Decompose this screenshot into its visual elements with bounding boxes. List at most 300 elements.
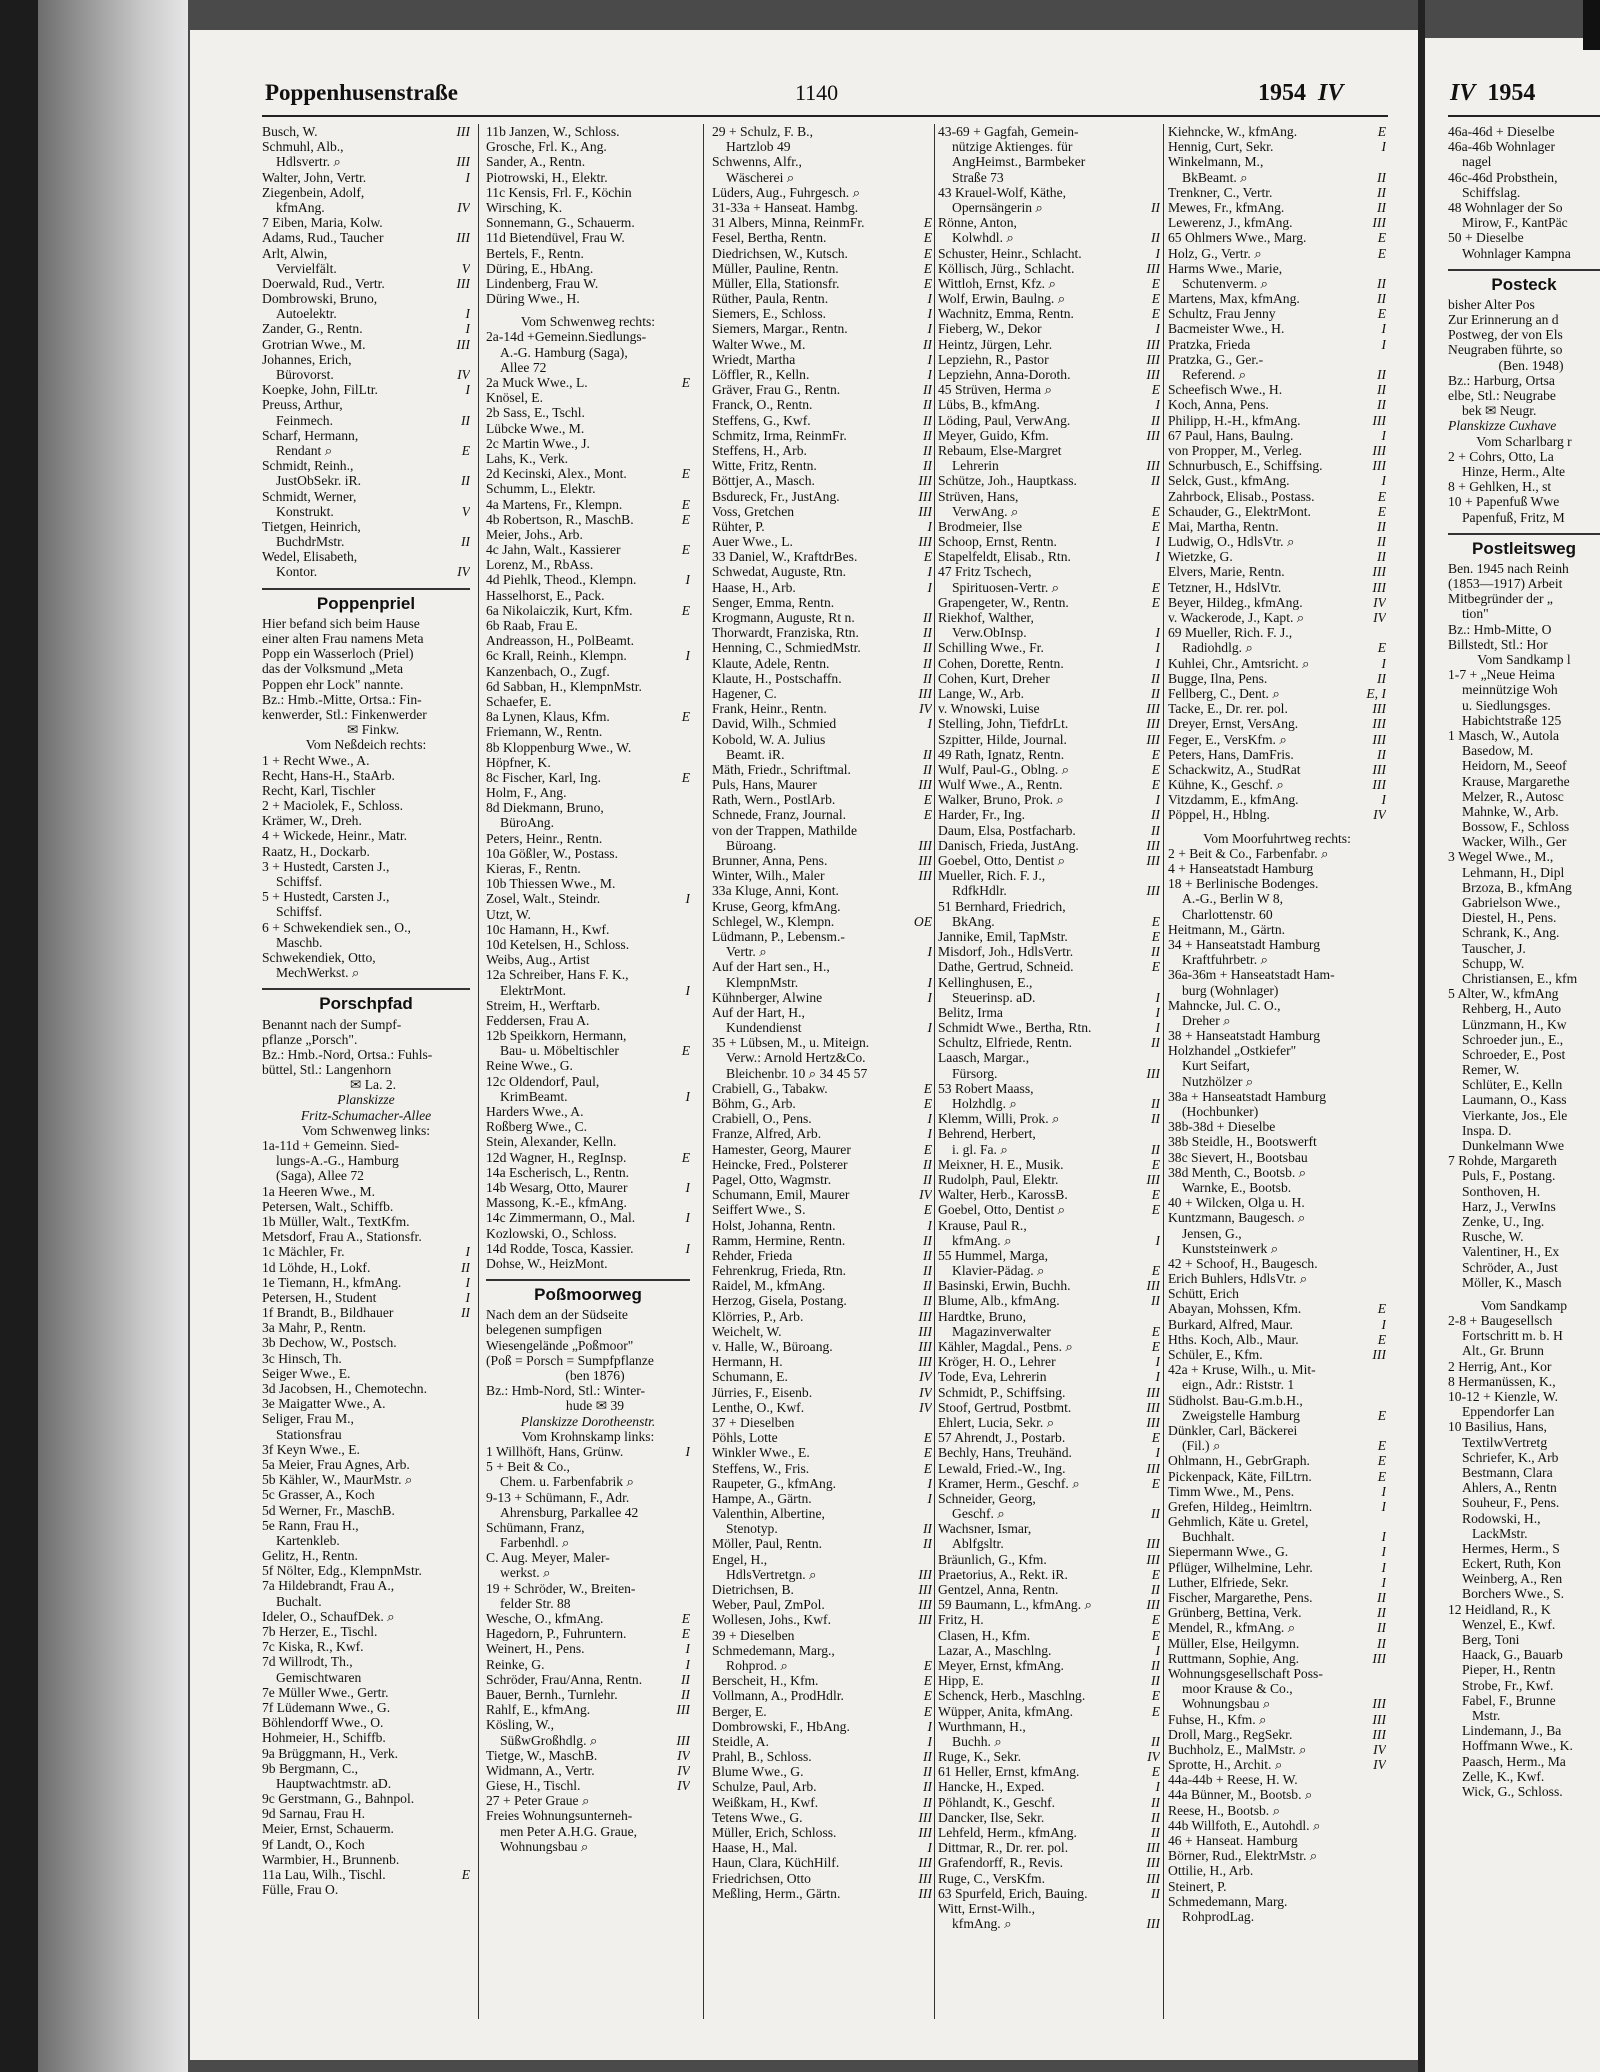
entry-text: Holzhdlg. ⌕ <box>952 1096 1018 1111</box>
entry-text: Postweg, der von Els <box>1448 327 1563 343</box>
entry-text: 6b Raab, Frau E. <box>486 618 578 633</box>
directory-entry <box>1168 1727 1386 1742</box>
directory-entry <box>712 1126 932 1141</box>
entry-text: Klörries, P., Arb. <box>712 1308 804 1324</box>
directory-entry <box>1448 1062 1600 1077</box>
directory-entry <box>712 473 932 488</box>
directory-entry <box>712 306 932 321</box>
directory-entry <box>712 549 932 564</box>
entry-text: Schoop, Ernst, Rentn. <box>938 534 1057 550</box>
directory-entry <box>486 1013 690 1028</box>
directory-entry <box>938 1020 1160 1035</box>
directory-entry <box>1448 342 1600 357</box>
floor-marker: IV <box>919 701 932 717</box>
entry-text: Henning, C., SchmiedMstr. <box>712 640 861 656</box>
entry-text: Pratzka, Frieda <box>1168 336 1251 352</box>
directory-entry <box>1168 397 1386 412</box>
directory-entry <box>938 686 1160 701</box>
directory-entry <box>1168 792 1386 807</box>
directory-entry <box>1448 1480 1600 1495</box>
entry-text: Bräunlich, G., Kfm. <box>938 1551 1047 1567</box>
entry-text: Gelitz, H., Rentn. <box>262 1548 358 1564</box>
floor-marker: I <box>1381 1544 1386 1560</box>
directory-entry <box>712 823 932 838</box>
directory-entry <box>262 276 470 291</box>
floor-marker: E <box>1151 1187 1160 1203</box>
entry-text: Kösling, W., <box>486 1717 554 1733</box>
entry-text: Hardtke, Bruno, <box>938 1308 1026 1324</box>
entry-text: Scheefisch Wwe., H. <box>1168 382 1283 398</box>
directory-entry <box>486 618 690 633</box>
directory-entry <box>262 753 470 768</box>
entry-text: Elvers, Marie, Rentn. <box>1168 564 1285 580</box>
directory-entry <box>262 1244 470 1259</box>
entry-text: Klemm, Willi, Prok. ⌕ <box>938 1111 1060 1127</box>
directory-entry <box>1448 1511 1600 1526</box>
directory-entry <box>486 1058 690 1073</box>
floor-marker: I <box>1155 549 1160 565</box>
directory-entry <box>486 891 690 906</box>
floor-marker: I <box>1155 1354 1160 1370</box>
directory-entry <box>938 1688 1160 1703</box>
floor-marker: E <box>1377 1453 1386 1469</box>
entry-text: Pöppel, H., Hblng. <box>1168 807 1270 823</box>
floor-marker: III <box>918 1855 932 1871</box>
floor-marker: III <box>456 124 470 139</box>
directory-entry <box>1448 1419 1600 1434</box>
directory-entry <box>1448 1632 1600 1647</box>
floor-marker: II <box>1376 518 1386 534</box>
directory-entry <box>486 1089 690 1104</box>
directory-entry <box>1448 1017 1600 1032</box>
floor-marker: III <box>1146 367 1160 382</box>
floor-marker: E <box>923 230 932 246</box>
floor-marker: I <box>1155 534 1160 550</box>
directory-entry <box>486 1414 690 1429</box>
floor-marker: III <box>1146 1171 1160 1187</box>
floor-marker: I <box>1155 1004 1160 1020</box>
directory-entry <box>712 701 932 716</box>
directory-entry <box>262 783 470 798</box>
directory-entry <box>262 1077 470 1092</box>
entry-text: 10d Ketelsen, H., Schloss. <box>486 936 630 952</box>
directory-entry <box>712 261 932 276</box>
entry-text: Schulze, Paul, Arb. <box>712 1779 817 1795</box>
entry-text: Buchhalt. <box>1182 1529 1235 1545</box>
entry-text: Fellberg, C., Dent. ⌕ <box>1168 685 1280 701</box>
entry-text: Wietzke, G. <box>1168 549 1233 565</box>
directory-entry <box>1448 1556 1600 1571</box>
entry-text: Hinze, Herm., Alte <box>1462 463 1566 479</box>
entry-text: Schroeder, E., Post <box>1462 1046 1566 1062</box>
entry-text: nützige Aktienges. für <box>952 139 1073 155</box>
entry-text: Dietrichsen, B. <box>712 1582 794 1597</box>
directory-entry <box>486 800 690 815</box>
floor-marker: I <box>927 974 932 990</box>
directory-entry <box>938 1385 1160 1400</box>
directory-entry <box>1448 698 1600 713</box>
directory-entry <box>712 564 932 579</box>
directory-entry <box>712 1339 932 1354</box>
entry-text: Hths. Koch, Alb., Maur. <box>1168 1331 1299 1347</box>
entry-text: Opernsängerin ⌕ <box>952 199 1044 215</box>
floor-marker: II <box>1150 1657 1160 1673</box>
directory-entry <box>938 959 1160 974</box>
directory-entry <box>1448 1275 1600 1290</box>
floor-marker: II <box>1150 1673 1160 1689</box>
floor-marker: II <box>1376 1605 1386 1621</box>
directory-entry <box>712 1293 932 1308</box>
directory-entry <box>262 1108 470 1123</box>
directory-entry <box>1168 1347 1386 1362</box>
entry-text: Wirsching, K. <box>486 199 563 215</box>
directory-entry <box>1168 686 1386 701</box>
entry-text: Cohen, Kurt, Dreher <box>938 670 1050 686</box>
floor-marker: E <box>1151 777 1160 793</box>
directory-entry <box>712 1172 932 1187</box>
entry-text: Vom Moorfuhrtweg rechts: <box>1203 830 1351 846</box>
directory-entry <box>1448 1738 1600 1753</box>
directory-entry <box>1448 728 1600 743</box>
entry-text: Thorwardt, Franziska, Rtn. <box>712 625 859 641</box>
directory-entry <box>938 1187 1160 1202</box>
entry-text: 2a-14d +Gemeinn.Siedlungs- <box>486 329 647 345</box>
directory-entry <box>486 679 690 694</box>
floor-marker: III <box>1146 701 1160 717</box>
floor-marker: I <box>1381 1483 1386 1499</box>
entry-text: 38d Menth, C., Bootsb. ⌕ <box>1168 1164 1307 1180</box>
entry-text: men Peter A.H.G. Graue, <box>500 1823 638 1839</box>
floor-marker: III <box>456 275 470 291</box>
floor-marker: IV <box>919 1187 932 1203</box>
directory-entry <box>1448 139 1600 154</box>
floor-marker: I <box>927 564 932 580</box>
directory-entry <box>486 1839 690 1854</box>
floor-marker: II <box>922 1278 932 1294</box>
floor-marker: II <box>1150 1141 1160 1157</box>
directory-entry <box>486 876 690 891</box>
entry-text: Souheur, F., Pens. <box>1462 1495 1560 1511</box>
entry-text: Pratzka, G., Ger.- <box>1168 351 1264 367</box>
floor-marker: III <box>1372 1347 1386 1362</box>
entry-text: 5 + Hustedt, Carsten J., <box>262 889 390 905</box>
entry-text: Rehberg, H., Auto <box>1462 1001 1562 1017</box>
floor-marker: I <box>685 982 690 998</box>
entry-text: 1a Heeren Wwe., M. <box>262 1183 375 1199</box>
entry-text: Kozlowski, O., Schloss. <box>486 1225 617 1241</box>
directory-entry <box>938 1005 1160 1020</box>
floor-marker: I <box>1155 245 1160 261</box>
directory-entry <box>262 519 470 534</box>
directory-entry <box>486 360 690 375</box>
floor-marker: I <box>1155 321 1160 337</box>
directory-entry <box>1448 743 1600 758</box>
directory-entry <box>1448 1032 1600 1047</box>
entry-text: 6 + Schwekendiek sen., O., <box>262 919 411 935</box>
entry-text: Franck, O., Rentn. <box>712 397 813 413</box>
directory-entry <box>1448 246 1600 261</box>
directory-entry <box>938 671 1160 686</box>
directory-entry <box>938 519 1160 534</box>
directory-entry <box>1448 1693 1600 1708</box>
entry-text: Schlegel, W., Klempn. <box>712 913 835 929</box>
directory-entry <box>712 1385 932 1400</box>
floor-marker: III <box>1372 412 1386 428</box>
entry-text: Mitbegründer der „ <box>1448 591 1553 607</box>
floor-marker: E <box>923 1096 932 1111</box>
directory-entry <box>1168 891 1386 906</box>
directory-entry <box>262 200 470 215</box>
directory-entry <box>712 747 932 762</box>
directory-entry <box>938 1871 1160 1886</box>
directory-entry <box>262 1335 470 1350</box>
directory-entry <box>1168 998 1386 1013</box>
directory-entry <box>938 428 1160 443</box>
directory-entry <box>1168 1772 1386 1787</box>
entry-text: Hermes, Herm., S <box>1462 1540 1560 1556</box>
directory-entry <box>712 321 932 336</box>
entry-text: Walter, Herb., KarossB. <box>938 1187 1068 1203</box>
entry-text: Jürries, F., Eisenb. <box>712 1384 813 1400</box>
floor-marker: IV <box>457 564 470 580</box>
entry-text: Kontor. <box>276 564 318 580</box>
directory-entry <box>486 1383 690 1398</box>
directory-entry <box>1168 1286 1386 1301</box>
entry-text: Wäscherei ⌕ <box>726 169 795 185</box>
directory-entry <box>938 944 1160 959</box>
entry-text: Stapelfeldt, Elisab., Rtn. <box>938 549 1071 565</box>
floor-marker: E <box>1151 1764 1160 1780</box>
entry-text: Heidorn, M., Seeof <box>1462 758 1567 774</box>
directory-entry <box>262 534 470 549</box>
directory-entry <box>1448 200 1600 215</box>
floor-marker: IV <box>457 199 470 215</box>
directory-entry <box>1168 983 1386 998</box>
directory-entry <box>1168 1560 1386 1575</box>
entry-text: 69 Mueller, Rich. F. J., <box>1168 625 1293 641</box>
floor-marker: I <box>1155 655 1160 671</box>
entry-text: Scharf, Hermann, <box>262 427 359 443</box>
entry-text: Dunkelmann Wwe <box>1462 1138 1565 1154</box>
directory-entry <box>1168 595 1386 610</box>
directory-entry <box>1168 1894 1386 1909</box>
entry-text: 44a Bünner, M., Bootsb. ⌕ <box>1168 1787 1313 1803</box>
entry-text: Neugraben führte, so <box>1448 342 1563 358</box>
directory-entry <box>938 489 1160 504</box>
directory-entry <box>938 1658 1160 1673</box>
floor-marker: E <box>1151 1156 1160 1172</box>
entry-text: Massong, K.-E., kfmAng. <box>486 1195 627 1211</box>
entry-text: Kieras, F., Rentn. <box>486 861 581 876</box>
entry-text: 8b Kloppenburg Wwe., W. <box>486 739 632 755</box>
floor-marker: E <box>923 1657 932 1673</box>
entry-text: Reinke, G. <box>486 1656 545 1672</box>
entry-text: Wittloh, Ernst, Kfz. ⌕ <box>938 275 1057 291</box>
floor-marker: E <box>461 1867 470 1883</box>
directory-entry <box>712 1521 932 1536</box>
directory-entry <box>1448 154 1600 169</box>
directory-entry <box>712 656 932 671</box>
floor-marker: III <box>918 1339 932 1354</box>
entry-text: Schupp, W. <box>1462 955 1525 971</box>
floor-marker: II <box>1150 1794 1160 1810</box>
floor-marker: III <box>918 1885 932 1901</box>
directory-entry <box>712 1491 932 1506</box>
entry-text: Schmidt, Werner, <box>262 488 357 504</box>
directory-entry <box>486 1119 690 1134</box>
directory-entry <box>1168 1438 1386 1453</box>
entry-text: KlempnMstr. <box>726 974 799 990</box>
entry-text: Warmbier, H., Brunnenb. <box>262 1851 400 1867</box>
floor-marker: II <box>922 458 932 474</box>
directory-entry <box>1448 297 1600 312</box>
directory-entry <box>1448 373 1600 388</box>
directory-entry <box>486 1596 690 1611</box>
directory-entry <box>1168 861 1386 876</box>
directory-entry <box>486 1028 690 1043</box>
floor-marker: III <box>918 1597 932 1613</box>
entry-text: Klaute, Adele, Rentn. <box>712 655 830 671</box>
directory-entry <box>712 1248 932 1263</box>
directory-entry <box>262 1594 470 1609</box>
spacer <box>486 306 690 314</box>
directory-entry <box>938 1218 1160 1233</box>
directory-entry <box>486 1429 690 1444</box>
directory-entry <box>938 1309 1160 1324</box>
entry-text: Schultz, Frau Jenny <box>1168 306 1276 322</box>
entry-text: Schröder, Frau/Anna, Rentn. <box>486 1671 643 1687</box>
entry-text: Fürsorg. <box>952 1065 998 1081</box>
entry-text: Fülle, Frau O. <box>262 1882 339 1898</box>
directory-entry <box>712 1400 932 1415</box>
entry-text: 53 Robert Maass, <box>938 1080 1034 1096</box>
entry-text: kfmAng. ⌕ <box>952 1232 1012 1248</box>
entry-text: 35 + Lübsen, M., u. Miteign. <box>712 1035 870 1051</box>
floor-marker: I <box>927 518 932 534</box>
directory-entry <box>1448 1784 1600 1799</box>
entry-text: Zur Erinnerung an d <box>1448 312 1559 328</box>
directory-entry <box>262 1123 470 1138</box>
entry-text: Streim, H., Werftarb. <box>486 997 601 1013</box>
entry-text: Bacmeister Wwe., H. <box>1168 321 1285 337</box>
directory-entry <box>262 889 470 904</box>
entry-text: Schumann, Emil, Maurer <box>712 1187 850 1203</box>
floor-marker: IV <box>677 1747 690 1763</box>
floor-marker: E <box>923 792 932 808</box>
floor-marker: I <box>1155 1232 1160 1248</box>
floor-marker: E <box>1377 306 1386 322</box>
entry-text: HdlsVertretgn. ⌕ <box>726 1566 817 1582</box>
floor-marker: III <box>1146 1278 1160 1294</box>
directory-entry <box>938 1430 1160 1445</box>
entry-text: Verw.ObInsp. <box>952 625 1027 641</box>
directory-entry <box>1448 1678 1600 1693</box>
entry-text: 43 Krauel-Wolf, Käthe, <box>938 184 1066 200</box>
entry-text: 42a + Kruse, Wilh., u. Mit- <box>1168 1362 1316 1378</box>
directory-entry <box>1168 1529 1386 1544</box>
entry-text: Planskizze Dorotheenstr. <box>520 1413 656 1429</box>
directory-entry <box>938 640 1160 655</box>
floor-marker: I <box>927 989 932 1005</box>
floor-marker: II <box>922 412 932 428</box>
entry-text: Kolwhdl. ⌕ <box>952 230 1014 246</box>
floor-marker: III <box>918 1354 932 1370</box>
directory-entry <box>1168 1590 1386 1605</box>
entry-text: Steinert, P. <box>1168 1878 1227 1894</box>
entry-text: 8 Hermanüssen, K., <box>1448 1373 1556 1389</box>
entry-text: Wulf, Paul-G., Oblng. ⌕ <box>938 761 1070 777</box>
entry-text: Danisch, Frieda, JustAng. <box>938 837 1079 853</box>
floor-marker: V <box>461 260 470 276</box>
floor-marker: III <box>918 1323 932 1339</box>
entry-text: Rudolph, Paul, Elektr. <box>938 1171 1059 1187</box>
entry-text: Winter, Wilh., Maler <box>712 868 825 884</box>
entry-text: Fritz, H. <box>938 1612 984 1628</box>
directory-entry <box>1168 1514 1386 1529</box>
entry-text: Harz, J., VerwIns <box>1462 1198 1556 1214</box>
directory-entry <box>262 1017 470 1032</box>
floor-marker: E <box>1377 124 1386 139</box>
entry-text: Rönne, Anton, <box>938 215 1017 231</box>
directory-entry <box>486 1398 690 1413</box>
floor-marker: E <box>1151 1612 1160 1628</box>
directory-entry <box>1448 1435 1600 1450</box>
entry-text: Lünzmann, H., Kw <box>1462 1016 1567 1032</box>
floor-marker: I <box>927 1020 932 1036</box>
directory-entry <box>712 944 932 959</box>
next-page-header <box>1450 80 1535 107</box>
directory-entry <box>1448 834 1600 849</box>
floor-marker: III <box>1372 731 1386 747</box>
floor-marker: I <box>1381 655 1386 671</box>
entry-text: 2b Sass, E., Tschl. <box>486 405 585 421</box>
directory-entry <box>262 859 470 874</box>
entry-text: Borchers Wwe., S. <box>1462 1586 1565 1602</box>
directory-entry <box>1168 1241 1386 1256</box>
floor-marker: III <box>918 1825 932 1840</box>
floor-marker: E <box>1377 1438 1386 1454</box>
directory-entry <box>1168 1043 1386 1058</box>
entry-text: Fischer, Margarethe, Pens. <box>1168 1590 1313 1605</box>
entry-text: VerwAng. ⌕ <box>952 503 1019 519</box>
entry-text: Knösel, E. <box>486 390 544 406</box>
entry-text: Vollmann, A., ProdHdlr. <box>712 1688 844 1704</box>
entry-text: Clasen, H., Kfm. <box>938 1627 1031 1643</box>
entry-text: Inspa. D. <box>1462 1122 1512 1138</box>
entry-text: 9f Landt, O., Koch <box>262 1836 365 1852</box>
floor-marker: II <box>922 746 932 762</box>
directory-entry <box>1448 1001 1600 1016</box>
entry-text: 5f Nölter, Edg., KlempnMstr. <box>262 1563 422 1579</box>
entry-text: 46a-46b Wohnlager <box>1448 139 1555 155</box>
directory-column-next-page <box>1448 124 1600 1799</box>
entry-text: Kartenkleb. <box>276 1532 340 1548</box>
entry-text: Schiffslag. <box>1462 184 1521 200</box>
entry-text: Hermann, H. <box>712 1354 783 1370</box>
entry-text: Hauptwachtmstr. aD. <box>276 1775 392 1791</box>
directory-entry <box>938 1612 1160 1627</box>
entry-text: Benannt nach der Sumpf- <box>262 1016 402 1032</box>
floor-marker: II <box>922 1521 932 1537</box>
floor-marker: IV <box>919 1369 932 1385</box>
directory-entry <box>486 740 690 755</box>
directory-entry <box>1448 1708 1600 1723</box>
directory-entry <box>1168 382 1386 397</box>
directory-entry <box>1448 1404 1600 1419</box>
directory-entry <box>938 1855 1160 1870</box>
floor-marker: I <box>927 351 932 367</box>
entry-text: 59 Baumann, L., kfmAng. ⌕ <box>938 1597 1093 1613</box>
